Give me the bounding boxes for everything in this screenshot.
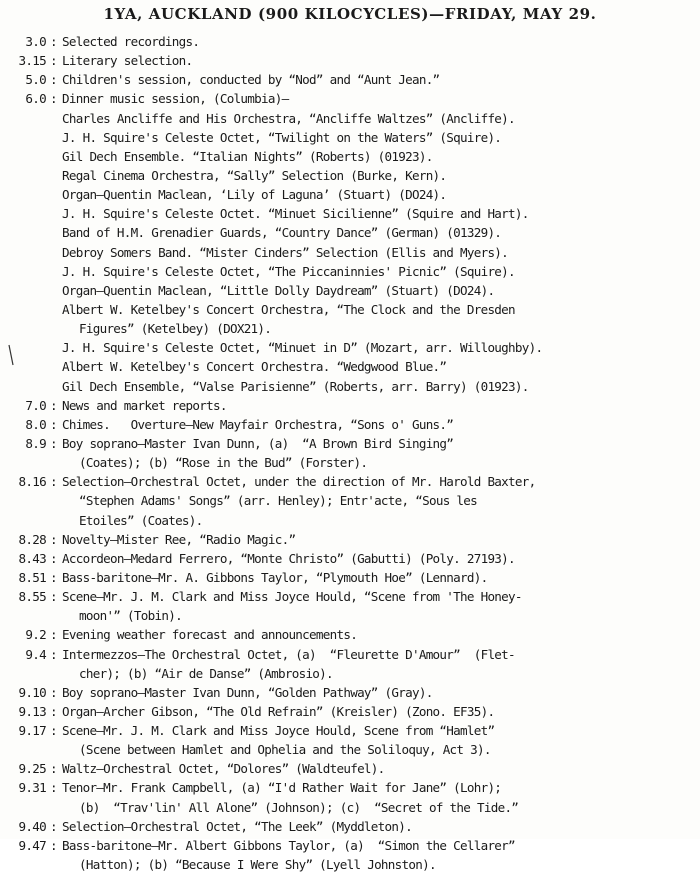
time-separator: : — [50, 91, 57, 107]
time-separator: : — [50, 72, 57, 88]
program-line — [0, 338, 700, 357]
program-time: 7.0 — [25, 397, 46, 413]
time-separator: : — [50, 818, 57, 834]
program-time: 5.0 — [25, 72, 46, 88]
program-text: Gil Dech Ensemble, “Valse Parisienne” (Roberts, arr. Barry) (01923). — [62, 378, 529, 394]
program-line — [0, 759, 700, 778]
time-separator: : — [50, 780, 57, 796]
program-time: 3.15 — [18, 53, 46, 69]
program-line — [0, 262, 700, 281]
program-line — [0, 587, 700, 606]
program-text: cher); (b) “Air de Danse” (Ambrosio). — [79, 665, 333, 681]
program-text: (Hatton); (b) “Because I Were Shy” (Lyell Johnston). — [79, 857, 436, 873]
time-separator: : — [50, 397, 57, 413]
program-line — [0, 664, 700, 683]
time-separator: : — [50, 761, 57, 777]
program-text: moon'” (Tobin). — [79, 608, 182, 624]
program-time: 8.51 — [18, 569, 46, 585]
program-line — [0, 453, 700, 472]
program-listing — [0, 32, 700, 874]
program-text: Evening weather forecast and announcements. — [62, 627, 358, 643]
time-separator: : — [50, 589, 57, 605]
time-separator: : — [50, 53, 57, 69]
program-time: 3.0 — [25, 34, 46, 49]
program-time: 9.25 — [18, 761, 46, 777]
program-line — [0, 549, 700, 568]
program-text: Albert W. Ketelbey's Concert Orchestra. “Wedgwood Blue.” — [62, 359, 447, 375]
program-line — [0, 89, 700, 108]
program-text: News and market reports. — [62, 397, 227, 413]
program-text: Etoiles” (Coates). — [79, 512, 203, 528]
program-time: 9.47 — [18, 837, 46, 853]
program-text: Gil Dech Ensemble. “Italian Nights” (Roberts) (01923). — [62, 148, 433, 164]
program-time: 9.4 — [25, 646, 46, 662]
program-time: 8.9 — [25, 435, 46, 451]
program-time: 8.55 — [18, 589, 46, 605]
program-line — [0, 683, 700, 702]
time-separator: : — [50, 416, 57, 432]
program-text: Organ—Quentin Maclean, “Little Dolly Daydream” (Stuart) (DO24). — [62, 282, 495, 298]
program-line — [0, 702, 700, 721]
program-line — [0, 721, 700, 740]
program-line — [0, 434, 700, 453]
program-line — [0, 798, 700, 817]
program-time: 9.10 — [18, 684, 46, 700]
program-time: 9.17 — [18, 723, 46, 739]
program-text: Bass-baritone—Mr. Albert Gibbons Taylor, (a) “Simon the Cellarer” — [62, 837, 515, 853]
program-text: Debroy Somers Band. “Mister Cinders” Selection (Ellis and Myers). — [62, 244, 509, 260]
program-text: Literary selection. — [62, 53, 193, 69]
program-text: Chimes. Overture—New Mayfair Orchestra, “Sons o' Guns.” — [62, 416, 454, 432]
time-separator: : — [50, 646, 57, 662]
program-line — [0, 530, 700, 549]
program-text: Albert W. Ketelbey's Concert Orchestra, “The Clock and the Dresden — [62, 301, 515, 317]
program-text: Tenor—Mr. Frank Campbell, (a) “I'd Rather Wait for Jane” (Lohr); — [62, 780, 502, 796]
program-text: Selection—Orchestral Octet, under the direction of Mr. Harold Baxter, — [62, 474, 536, 490]
program-time: 9.13 — [18, 703, 46, 719]
program-text: J. H. Squire's Celeste Octet, “The Piccaninnies' Picnic” (Squire). — [62, 263, 515, 279]
program-line — [0, 396, 700, 415]
program-line — [0, 472, 700, 491]
time-separator: : — [50, 684, 57, 700]
program-text: Scene—Mr. J. M. Clark and Miss Joyce Hould, Scene from “Hamlet” — [62, 723, 495, 739]
time-separator: : — [50, 723, 57, 739]
program-text: Waltz—Orchestral Octet, “Dolores” (Waldteufel). — [62, 761, 385, 777]
program-text: Organ—Archer Gibson, “The Old Refrain” (Kreisler) (Zono. EF35). — [62, 703, 495, 719]
program-text: Figures” (Ketelbey) (DOX21). — [79, 321, 272, 337]
program-line — [0, 817, 700, 836]
program-line — [0, 357, 700, 376]
program-time: 8.0 — [25, 416, 46, 432]
program-line — [0, 70, 700, 89]
program-time: 8.43 — [18, 550, 46, 566]
page-title: 1YA, AUCKLAND (900 KILOCYCLES)—FRIDAY, MAY 29. — [103, 5, 597, 23]
program-line — [0, 778, 700, 797]
program-text: (Scene between Hamlet and Ophelia and the Soliloquy, Act 3). — [79, 742, 491, 758]
program-text: Boy soprano—Master Ivan Dunn, “Golden Pathway” (Gray). — [62, 684, 433, 700]
program-line — [0, 147, 700, 166]
program-line — [0, 319, 700, 338]
program-text: Selection—Orchestral Octet, “The Leek” (Myddleton). — [62, 818, 412, 834]
time-separator: : — [50, 627, 57, 643]
program-text: Dinner music session, (Columbia)— — [62, 91, 289, 107]
program-text: J. H. Squire's Celeste Octet, “Minuet in D” (Mozart, arr. Willoughby). — [62, 340, 543, 356]
program-text: Regal Cinema Orchestra, “Sally” Selection (Burke, Kern). — [62, 167, 447, 183]
program-text: Selected recordings. — [62, 34, 200, 49]
program-line — [0, 32, 700, 51]
program-time: 9.2 — [25, 627, 46, 643]
program-text: Children's session, conducted by “Nod” and “Aunt Jean.” — [62, 72, 440, 88]
time-separator: : — [50, 531, 57, 547]
program-line — [0, 855, 700, 874]
time-separator: : — [50, 569, 57, 585]
program-text: Charles Ancliffe and His Orchestra, “Ancliffe Waltzes” (Ancliffe). — [62, 110, 515, 126]
program-line — [0, 511, 700, 530]
program-text: (b) “Trav'lin' All Alone” (Johnson); (c) “Secret of the Tide.” — [79, 799, 519, 815]
program-line — [0, 51, 700, 70]
program-time: 8.16 — [18, 474, 46, 490]
program-line — [0, 625, 700, 644]
program-text: (Coates); (b) “Rose in the Bud” (Forster). — [79, 455, 368, 471]
time-separator: : — [50, 703, 57, 719]
program-line — [0, 243, 700, 262]
program-line — [0, 740, 700, 759]
program-line — [0, 185, 700, 204]
program-text: Accordeon—Medard Ferrero, “Monte Christo” (Gabutti) (Poly. 27193). — [62, 550, 515, 566]
program-line — [0, 204, 700, 223]
time-separator: : — [50, 837, 57, 853]
program-text: J. H. Squire's Celeste Octet, “Twilight on the Waters” (Squire). — [62, 129, 502, 145]
program-time: 9.40 — [18, 818, 46, 834]
program-line — [0, 377, 700, 396]
program-line — [0, 223, 700, 242]
program-line — [0, 166, 700, 185]
program-text: J. H. Squire's Celeste Octet. “Minuet Sicilienne” (Squire and Hart). — [62, 206, 529, 222]
program-time: 9.31 — [18, 780, 46, 796]
time-separator: : — [50, 550, 57, 566]
program-line — [0, 568, 700, 587]
program-line — [0, 109, 700, 128]
program-text: Intermezzos—The Orchestral Octet, (a) “Fleurette D'Amour” (Flet- — [62, 646, 515, 662]
program-text: Band of H.M. Grenadier Guards, “Country Dance” (German) (01329). — [62, 225, 502, 241]
program-line — [0, 491, 700, 510]
program-text: “Stephen Adams' Songs” (arr. Henley); Entr'acte, “Sous les — [79, 493, 478, 509]
program-line — [0, 281, 700, 300]
program-line — [0, 128, 700, 147]
program-text: Organ—Quentin Maclean, ‘Lily of Laguna’ (Stuart) (DO24). — [62, 187, 447, 203]
time-separator: : — [50, 474, 57, 490]
program-time: 6.0 — [25, 91, 46, 107]
program-text: Bass-baritone—Mr. A. Gibbons Taylor, “Plymouth Hoe” (Lennard). — [62, 569, 488, 585]
program-text: Scene—Mr. J. M. Clark and Miss Joyce Hould, “Scene from 'The Honey- — [62, 589, 522, 605]
program-line — [0, 300, 700, 319]
program-line — [0, 606, 700, 625]
program-line — [0, 415, 700, 434]
program-time: 8.28 — [18, 531, 46, 547]
time-separator: : — [50, 34, 57, 49]
time-separator: : — [50, 435, 57, 451]
program-line — [0, 645, 700, 664]
program-text: Boy soprano—Master Ivan Dunn, (a) “A Brown Bird Singing” — [62, 435, 454, 451]
program-text: Novelty—Mister Ree, “Radio Magic.” — [62, 531, 296, 547]
